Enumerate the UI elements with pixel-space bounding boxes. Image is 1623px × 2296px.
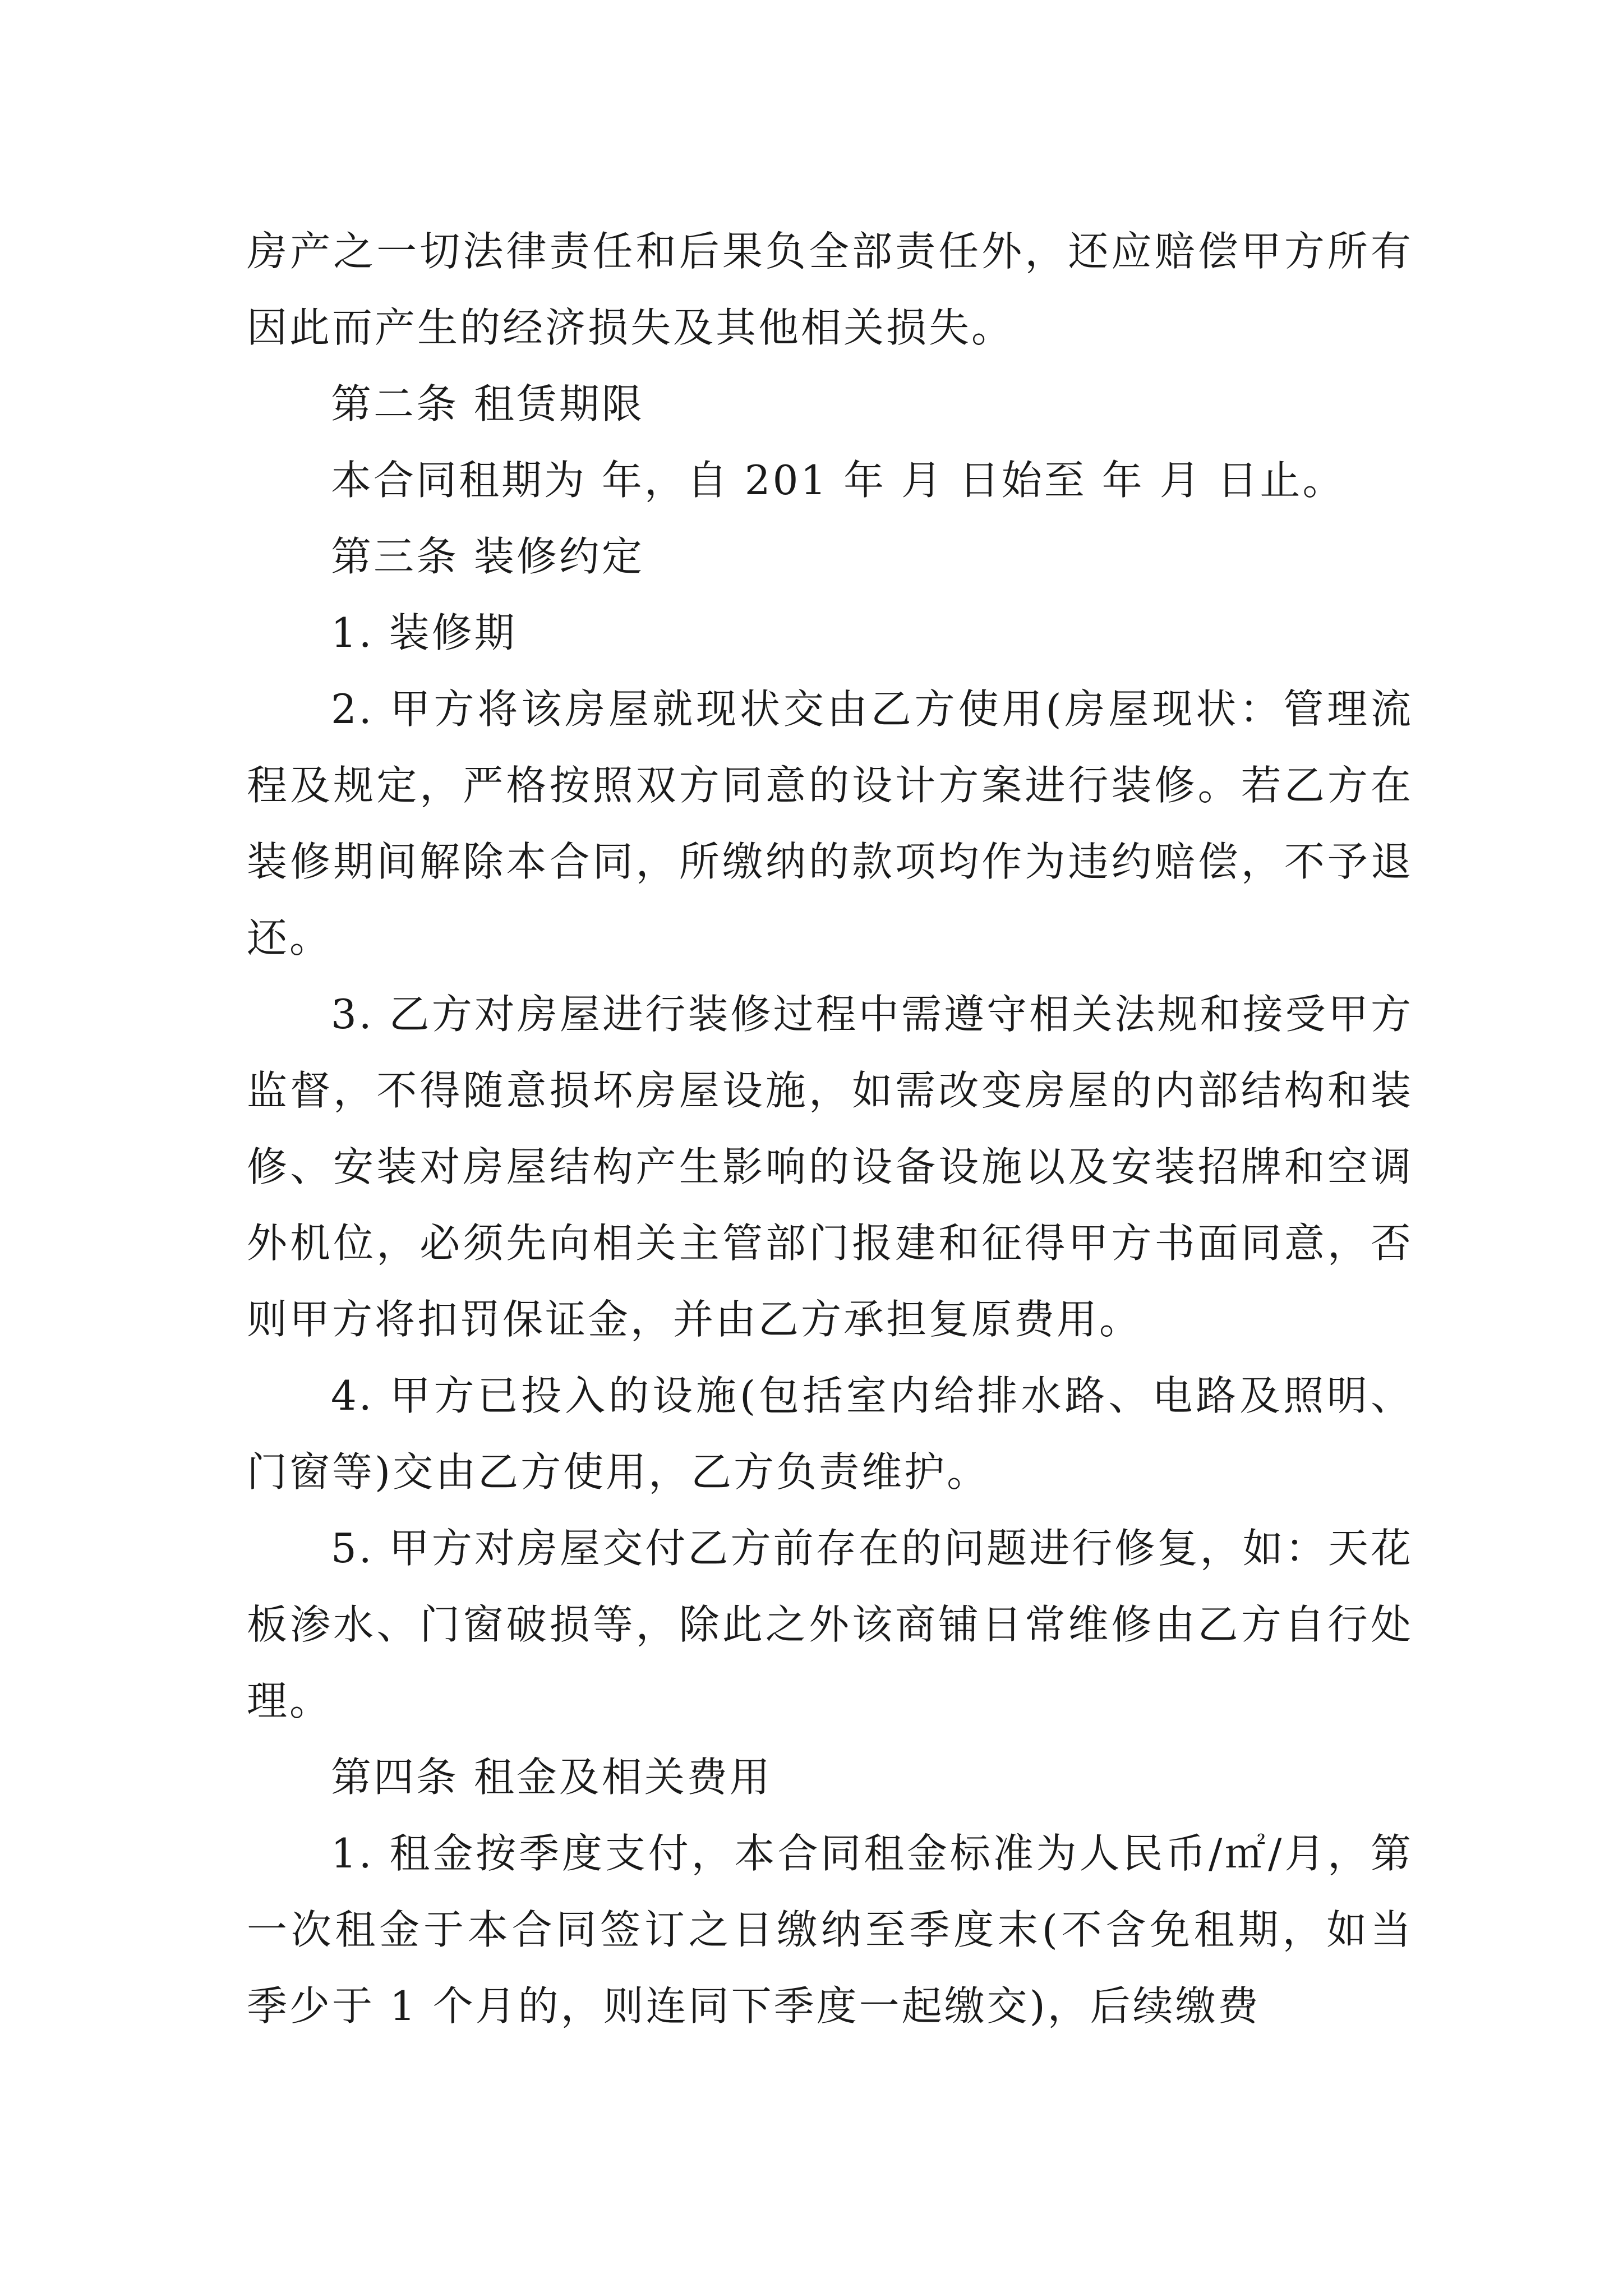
document-body [247, 213, 1413, 2044]
list-item-3: 3. 乙方对房屋进行装修过程中需遵守相关法规和接受甲方监督，不得随意损坏房屋设施，如需改变房屋的内部结构和装修、安装对房屋结构产生影响的设备设施以及安装招牌和空调外机位，必须先向相关主管部门报建和征得甲方书面同意，否则甲方将扣罚保证金，并由乙方承担复原费用。 [247, 991, 1413, 1343]
paragraph-lease-term: 本合同租期为 年，自 201 年 月 日始至 年 月 日止。 [331, 457, 1345, 504]
paragraph-continuation: 房产之一切法律责任和后果负全部责任外，还应赔偿甲方所有因此而产生的经济损失及其他相关损失。 [247, 228, 1413, 351]
list-item-1: 1. 装修期 [331, 609, 517, 656]
list-item-5: 5. 甲方对房屋交付乙方前存在的问题进行修复，如：天花板渗水、门窗破损等，除此之外该商铺日常维修由乙方自行处理。 [247, 1525, 1413, 1724]
section-heading-article-4: 第四条 租金及相关费用 [331, 1754, 772, 1801]
list-item-rent-1: 1. 租金按季度支付，本合同租金标准为人民币/㎡/月，第一次租金于本合同签订之日缴纳至季度末(不含免租期，如当季少于 1 个月的，则连同下季度一起缴交)，后续缴费 [247, 1830, 1413, 2030]
section-heading-article-3: 第三条 装修约定 [331, 533, 644, 580]
list-item-2: 2. 甲方将该房屋就现状交由乙方使用(房屋现状：管理流程及规定，严格按照双方同意的设计方案进行装修。若乙方在装修期间解除本合同，所缴纳的款项均作为违约赔偿，不予退还。 [247, 685, 1413, 961]
section-heading-article-2: 第二条 租赁期限 [331, 380, 644, 427]
list-item-4: 4. 甲方已投入的设施(包括室内给排水路、电路及照明、门窗等)交由乙方使用，乙方负责维护。 [247, 1372, 1413, 1496]
